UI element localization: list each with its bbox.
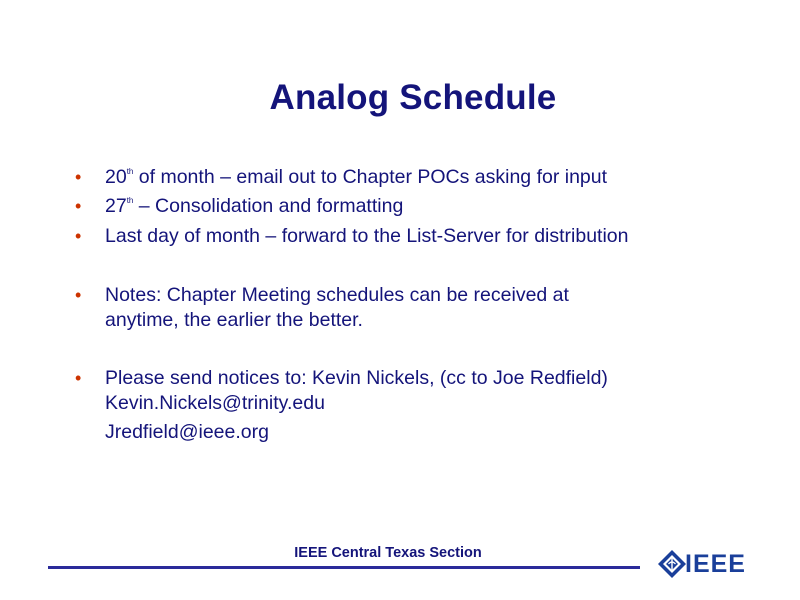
bullet-marker: •: [75, 226, 82, 246]
ordinal-suffix: th: [126, 167, 134, 176]
bullet-lead: 20: [105, 166, 127, 188]
ieee-wordmark: IEEE: [685, 550, 746, 578]
bullet-marker: •: [75, 167, 82, 187]
ordinal-suffix: th: [126, 196, 134, 205]
footer-text: IEEE Central Texas Section: [294, 545, 482, 561]
bullet-body: of month – email out to Chapter POCs asking for input: [133, 166, 608, 188]
bullet-lead: 27: [105, 195, 127, 217]
email-address: Kevin.Nickels@trinity.edu: [105, 392, 325, 414]
slide-title: Analog Schedule: [269, 78, 557, 117]
bullet-text: Last day of month – forward to the List-Server for distribution: [105, 225, 629, 247]
ieee-diamond-icon: [657, 549, 687, 579]
bullet-text: [105, 194, 403, 218]
bullet-text-line: anytime, the earlier the better.: [105, 309, 363, 331]
email-address: Jredfield@ieee.org: [105, 421, 269, 443]
ieee-logo: [657, 549, 757, 579]
bullet-body: – Consolidation and formatting: [133, 195, 404, 217]
bullet-text: [105, 165, 607, 189]
bullet-marker: •: [75, 196, 82, 216]
bullet-text-line: Notes: Chapter Meeting schedules can be received at: [105, 284, 569, 306]
bullet-text-line: Please send notices to: Kevin Nickels, (cc to Joe Redfield): [105, 367, 608, 389]
bullet-marker: •: [75, 368, 82, 388]
footer-divider: [48, 566, 640, 569]
bullet-marker: •: [75, 285, 82, 305]
